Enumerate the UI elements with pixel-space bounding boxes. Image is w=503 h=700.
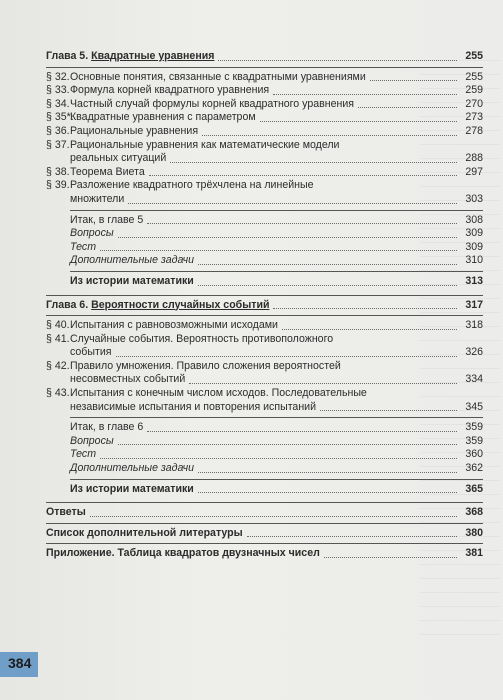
extra-page: 362 bbox=[465, 462, 483, 475]
toc-entry-34[interactable] bbox=[46, 98, 483, 112]
history-page: 313 bbox=[465, 274, 483, 287]
section-title-line-1: Случайные события. Вероятность противоположного bbox=[70, 332, 334, 345]
dot-leader bbox=[147, 431, 457, 432]
dot-leader bbox=[100, 250, 457, 251]
summary-page: 308 bbox=[465, 213, 483, 226]
dot-leader bbox=[198, 492, 457, 493]
divider bbox=[70, 210, 483, 211]
section-number: § 34. bbox=[46, 97, 70, 110]
toc-entry-37[interactable] bbox=[46, 139, 483, 166]
toc-entry-questions-5[interactable] bbox=[46, 227, 483, 241]
section-page: 288 bbox=[465, 152, 483, 165]
dot-leader bbox=[273, 308, 457, 309]
answers-label: Ответы bbox=[46, 506, 86, 519]
toc-entry-test-5[interactable] bbox=[46, 241, 483, 255]
section-title-line-1: Разложение квадратного трёхчлена на линейные bbox=[70, 179, 314, 192]
divider bbox=[46, 543, 483, 544]
chapter-6-heading[interactable] bbox=[46, 299, 483, 313]
dot-leader bbox=[189, 383, 457, 384]
section-number: § 39. bbox=[46, 179, 70, 192]
test-label: Тест bbox=[70, 240, 97, 253]
summary-label: Итак, в главе 6 bbox=[70, 421, 144, 434]
toc-entry-35[interactable] bbox=[46, 111, 483, 125]
section-number: § 32. bbox=[46, 70, 70, 83]
dot-leader bbox=[358, 107, 457, 108]
section-number: § 43. bbox=[46, 387, 70, 400]
dot-leader bbox=[118, 237, 457, 238]
literature-page: 380 bbox=[465, 526, 483, 539]
section-page: 255 bbox=[465, 70, 483, 83]
dot-leader bbox=[247, 536, 457, 537]
extra-label: Дополнительные задачи bbox=[70, 462, 195, 475]
toc-entry-38[interactable] bbox=[46, 166, 483, 180]
section-number: § 40. bbox=[46, 319, 70, 332]
section-page: 259 bbox=[465, 84, 483, 97]
divider bbox=[46, 295, 483, 296]
section-number: § 41. bbox=[46, 332, 70, 345]
dot-leader bbox=[218, 60, 457, 61]
dot-leader bbox=[198, 264, 457, 265]
section-page: 334 bbox=[465, 373, 483, 386]
test-page: 309 bbox=[465, 240, 483, 253]
summary-page: 359 bbox=[465, 421, 483, 434]
dot-leader bbox=[202, 135, 457, 136]
toc-entry-questions-6[interactable] bbox=[46, 435, 483, 449]
toc-entry-42[interactable] bbox=[46, 360, 483, 387]
questions-label: Вопросы bbox=[70, 434, 114, 447]
appendix-page: 381 bbox=[465, 547, 483, 560]
section-title: Теорема Виета bbox=[70, 165, 145, 178]
section-number: § 36. bbox=[46, 124, 70, 137]
section-page: 303 bbox=[465, 192, 483, 205]
table-of-contents bbox=[46, 50, 483, 561]
toc-entry-43[interactable] bbox=[46, 387, 483, 414]
questions-label: Вопросы bbox=[70, 227, 114, 240]
chapter-5-prefix: Глава 5. bbox=[46, 50, 89, 62]
summary-label: Итак, в главе 5 bbox=[70, 213, 144, 226]
section-page: 273 bbox=[465, 111, 483, 124]
questions-page: 309 bbox=[465, 227, 483, 240]
section-title-line-2: реальных ситуаций bbox=[70, 152, 167, 165]
dot-leader bbox=[128, 203, 457, 204]
section-page: 270 bbox=[465, 97, 483, 110]
section-number: § 38. bbox=[46, 165, 70, 178]
section-page: 345 bbox=[465, 400, 483, 413]
dot-leader bbox=[370, 80, 457, 81]
history-page: 365 bbox=[465, 482, 483, 495]
section-page: 326 bbox=[465, 346, 483, 359]
history-label: Из истории математики bbox=[70, 482, 194, 495]
dot-leader bbox=[320, 410, 457, 411]
section-title-line-2: независимые испытания и повторения испытаний bbox=[70, 400, 317, 413]
section-title: Частный случай формулы корней квадратного уравнения bbox=[70, 97, 354, 110]
chapter-5-title: Квадратные уравнения bbox=[91, 50, 215, 62]
dot-leader bbox=[149, 175, 457, 176]
divider bbox=[46, 67, 483, 68]
toc-entry-39[interactable] bbox=[46, 179, 483, 206]
divider bbox=[46, 502, 483, 503]
section-page: 318 bbox=[465, 319, 483, 332]
toc-entry-summary-6[interactable] bbox=[46, 421, 483, 435]
toc-entry-history-6[interactable] bbox=[46, 483, 483, 497]
section-title: Основные понятия, связанные с квадратными уравнениями bbox=[70, 70, 366, 83]
chapter-5-heading[interactable] bbox=[46, 50, 483, 64]
dot-leader bbox=[198, 285, 457, 286]
toc-entry-answers[interactable] bbox=[46, 506, 483, 520]
section-title-line-2: несовместных событий bbox=[70, 373, 186, 386]
dot-leader bbox=[90, 516, 457, 517]
questions-page: 359 bbox=[465, 434, 483, 447]
section-title-line-2: множители bbox=[70, 192, 125, 205]
dot-leader bbox=[198, 472, 457, 473]
toc-entry-history-5[interactable] bbox=[46, 275, 483, 289]
section-number: § 37. bbox=[46, 138, 70, 151]
toc-entry-appendix[interactable] bbox=[46, 547, 483, 561]
extra-label: Дополнительные задачи bbox=[70, 254, 195, 267]
dot-leader bbox=[260, 121, 457, 122]
dot-leader bbox=[116, 356, 458, 357]
dot-leader bbox=[100, 458, 457, 459]
section-page: 297 bbox=[465, 165, 483, 178]
test-page: 360 bbox=[465, 448, 483, 461]
history-label: Из истории математики bbox=[70, 274, 194, 287]
divider bbox=[46, 315, 483, 316]
section-title: Квадратные уравнения с параметром bbox=[70, 111, 256, 124]
toc-entry-extra-5[interactable] bbox=[46, 254, 483, 268]
divider bbox=[70, 479, 483, 480]
toc-entry-summary-5[interactable] bbox=[46, 214, 483, 228]
toc-entry-test-6[interactable] bbox=[46, 448, 483, 462]
section-title-line-1: Рациональные уравнения как математические модели bbox=[70, 138, 340, 151]
chapter-6-page: 317 bbox=[465, 298, 483, 311]
section-number: § 35*. bbox=[46, 111, 74, 124]
section-title: Рациональные уравнения bbox=[70, 124, 199, 137]
toc-entry-36[interactable] bbox=[46, 125, 483, 139]
divider bbox=[70, 271, 483, 272]
toc-entry-extra-6[interactable] bbox=[46, 462, 483, 476]
dot-leader bbox=[147, 223, 457, 224]
test-label: Тест bbox=[70, 448, 97, 461]
appendix-label: Приложение. Таблица квадратов двузначных чисел bbox=[46, 547, 320, 560]
extra-page: 310 bbox=[465, 254, 483, 267]
section-title-line-1: Правило умножения. Правило сложения вероятностей bbox=[70, 359, 341, 372]
section-title-line-1: Испытания с конечным числом исходов. Последовательные bbox=[70, 387, 367, 400]
dot-leader bbox=[282, 329, 457, 330]
literature-label: Список дополнительной литературы bbox=[46, 526, 243, 539]
section-number: § 42. bbox=[46, 359, 70, 372]
dot-leader bbox=[273, 94, 457, 95]
chapter-6-prefix: Глава 6. bbox=[46, 298, 89, 311]
dot-leader bbox=[324, 557, 457, 558]
section-title-line-2: события bbox=[70, 346, 112, 359]
divider bbox=[46, 523, 483, 524]
toc-entry-41[interactable] bbox=[46, 333, 483, 360]
section-page: 278 bbox=[465, 124, 483, 137]
toc-entry-40[interactable] bbox=[46, 319, 483, 333]
toc-entry-32[interactable] bbox=[46, 71, 483, 85]
dot-leader bbox=[170, 162, 457, 163]
divider bbox=[70, 417, 483, 418]
chapter-6-title: Вероятности случайных событий bbox=[91, 298, 270, 311]
chapter-5-page: 255 bbox=[465, 50, 483, 62]
section-number: § 33. bbox=[46, 84, 70, 97]
dot-leader bbox=[118, 444, 457, 445]
page-number: 384 bbox=[8, 655, 32, 671]
toc-entry-33[interactable] bbox=[46, 84, 483, 98]
section-title: Формула корней квадратного уравнения bbox=[70, 84, 270, 97]
answers-page: 368 bbox=[465, 506, 483, 519]
section-title: Испытания с равновозможными исходами bbox=[70, 319, 278, 332]
toc-entry-literature[interactable] bbox=[46, 527, 483, 541]
